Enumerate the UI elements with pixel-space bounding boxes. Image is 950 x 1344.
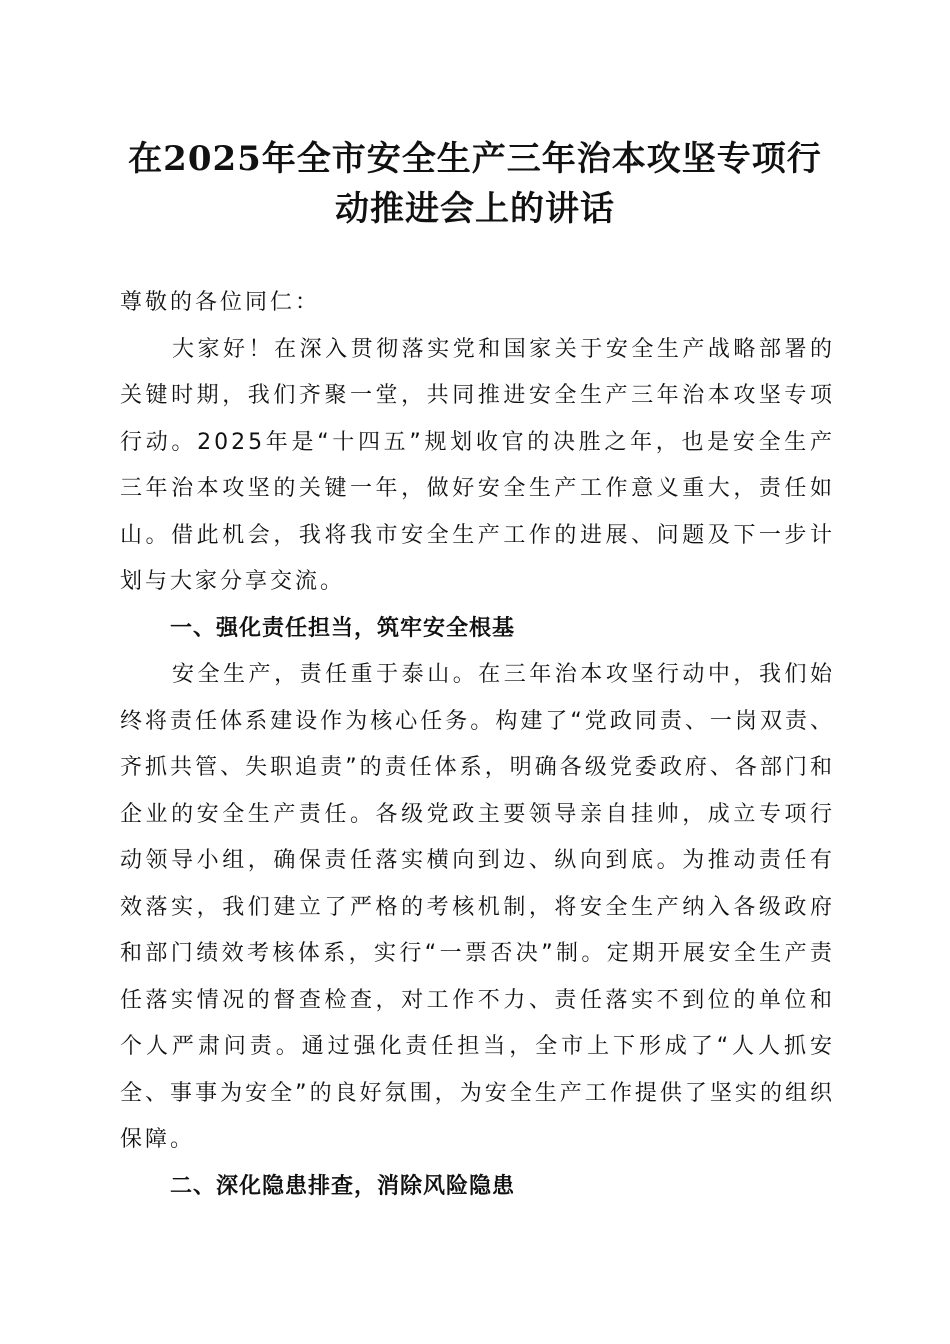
- section-heading-1: 一、强化责任担当，筑牢安全根基: [170, 615, 516, 641]
- title-line-2: 动推进会上的讲话: [335, 189, 615, 229]
- paragraph-intro: 大家好！在深入贯彻落实党和国家关于安全生产战略部署的关键时期，我们齐聚一堂，共同推进安全生产三年治本攻坚专项行动。2025年是“十四五”规划收官的决胜之年，也是安全生产三年治本攻坚的关键一年，做好安全生产工作意义重大，责任如山。借此机会，我将我市安全生产工作的进展、问题及下一步计划与大家分享交流。: [120, 336, 835, 594]
- salutation: 尊敬的各位同仁：: [120, 290, 321, 315]
- section-heading-2: 二、深化隐患排查，消除风险隐患: [170, 1173, 516, 1199]
- document-body: [120, 280, 835, 1210]
- paragraph-section-1: 安全生产，责任重于泰山。在三年治本攻坚行动中，我们始终将责任体系建设作为核心任务。构建了“党政同责、一岗双责、齐抓共管、失职追责”的责任体系，明确各级党委政府、各部门和企业的安全生产责任。各级党政主要领导亲自挂帅，成立专项行动领导小组，确保责任落实横向到边、纵向到底。为推动责任有效落实，我们建立了严格的考核机制，将安全生产纳入各级政府和部门绩效考核体系，实行“一票否决”制。定期开展安全生产责任落实情况的督查检查，对工作不力、责任落实不到位的单位和个人严肃问责。通过强化责任担当，全市上下形成了“人人抓安全、事事为安全”的良好氛围，为安全生产工作提供了坚实的组织保障。: [120, 662, 835, 1152]
- title-line-1: 在2025年全市安全生产三年治本攻坚专项行: [128, 139, 822, 179]
- document-title: [100, 134, 850, 234]
